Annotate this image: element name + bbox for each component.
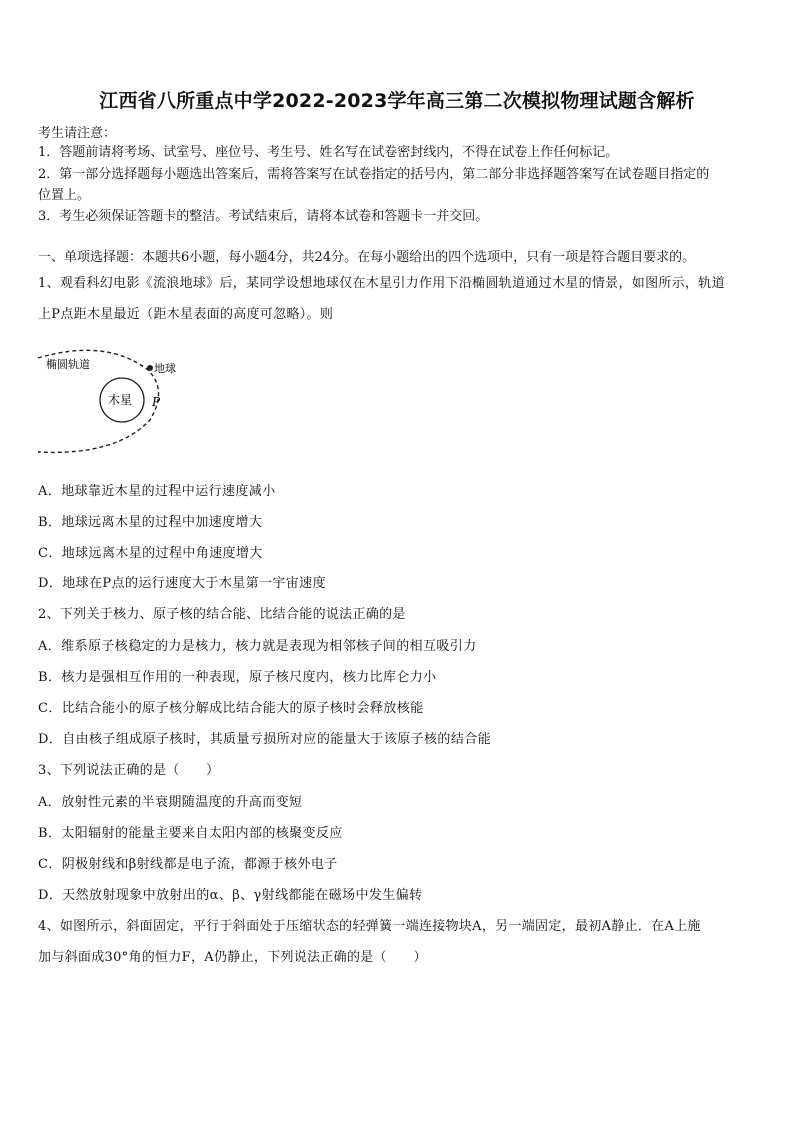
q3-option-a: A．放射性元素的半衰期随温度的升高而变短 <box>38 795 303 810</box>
exam-title: 江西省八所重点中学2022-2023学年高三第二次模拟物理试题含解析 <box>99 90 695 112</box>
notice-item-1: 1．答题前请将考场、试室号、座位号、考生号、姓名写在试卷密封线内，不得在试卷上作任何标记。 <box>38 145 619 160</box>
q2-option-c: C．比结合能小的原子核分解成比结合能大的原子核时会释放核能 <box>38 701 424 716</box>
q3-option-b: B．太阳辐射的能量主要来自太阳内部的核聚变反应 <box>38 826 343 841</box>
q1-option-d: D．地球在P点的运行速度大于木星第一宇宙速度 <box>38 576 326 591</box>
question-1-stem-cont: 上P点距木星最近（距木星表面的高度可忽略）。则 <box>38 307 334 322</box>
notice-heading: 考生请注意： <box>38 126 117 141</box>
notice-item-2: 2．第一部分选择题每小题选出答案后，需将答案写在试卷指定的括号内，第二部分非选择题答案写在试卷题目指定的 <box>38 167 710 182</box>
q3-option-c: C．阴极射线和β射线都是电子流，都源于核外电子 <box>38 857 338 872</box>
notice-item-2-cont: 位置上。 <box>38 188 91 203</box>
q2-option-a: A．维系原子核稳定的力是核力，核力就是表现为相邻核子间的相互吸引力 <box>38 639 477 654</box>
question-4-stem: 4、如图所示，斜面固定，平行于斜面处于压缩状态的轻弹簧一端连接物块A，另一端固定，最初A静止．在A上施 <box>38 919 701 934</box>
earth-dot <box>147 365 153 371</box>
q2-option-b: B．核力是强相互作用的一种表现，原子核尺度内，核力比库仑力小 <box>38 670 437 685</box>
point-p-label: P <box>152 395 161 409</box>
q1-option-c: C．地球远离木星的过程中角速度增大 <box>38 546 263 561</box>
jupiter-label: 木星 <box>108 393 133 407</box>
q1-option-b: B．地球远离木星的过程中加速度增大 <box>38 515 263 530</box>
orbit-label: 椭圆轨道 <box>46 358 90 371</box>
section-heading: 一、单项选择题：本题共6小题，每小题4分，共24分。在每小题给出的四个选项中，只有一项是符合题目要求的。 <box>38 250 696 265</box>
earth-label: 地球 <box>154 362 176 375</box>
question-1-stem: 1、观看科幻电影《流浪地球》后，某同学设想地球仅在木星引力作用下沿椭圆轨道通过木星的情景，如图所示，轨道 <box>38 276 725 291</box>
jupiter-orbit-figure <box>36 340 176 456</box>
q1-option-a: A．地球靠近木星的过程中运行速度减小 <box>38 484 276 499</box>
notice-item-3: 3．考生必须保证答题卡的整洁。考试结束后，请将本试卷和答题卡一并交回。 <box>38 209 489 224</box>
question-4-stem-cont: 加与斜面成30°角的恒力F，A仍静止，下列说法正确的是（ ） <box>38 950 427 965</box>
q2-option-d: D．自由核子组成原子核时，其质量亏损所对应的能量大于该原子核的结合能 <box>38 732 492 747</box>
q3-option-d: D．天然放射现象中放射出的α、β、γ射线都能在磁场中发生偏转 <box>38 888 423 903</box>
question-3-stem: 3、下列说法正确的是（ ） <box>38 763 220 778</box>
question-2-stem: 2、下列关于核力、原子核的结合能、比结合能的说法正确的是 <box>38 607 406 622</box>
